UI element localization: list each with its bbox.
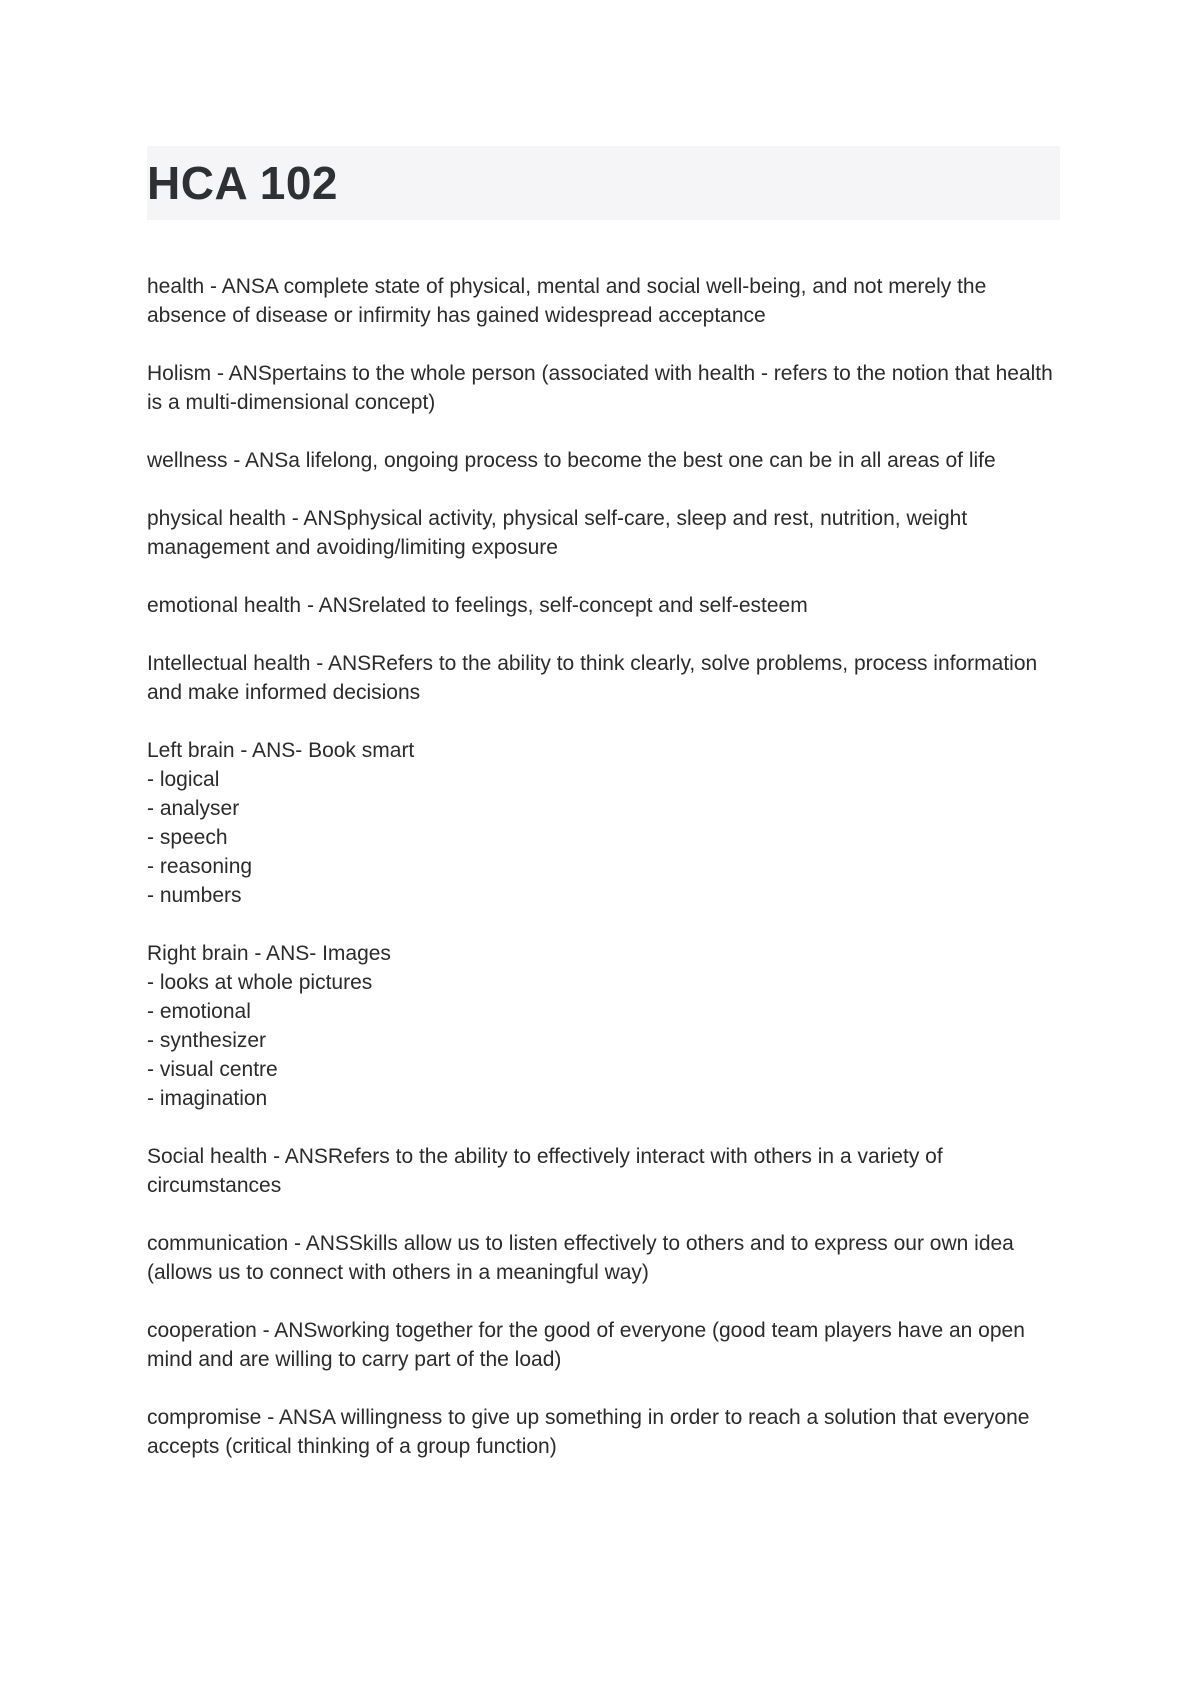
- entry-text: health - ANSA complete state of physical, mental and social well-being, and not merely the absence of disease or infirmity has gained widespread acceptance: [147, 275, 987, 327]
- entry-holism: [147, 359, 1060, 417]
- entry-text: Holism - ANSpertains to the whole person (associated with health - refers to the notion that health is a multi-dimensional concept): [147, 362, 1053, 414]
- entry-right-brain: [147, 939, 1060, 1113]
- list-item: - synthesizer: [147, 1029, 267, 1052]
- entry-text: Social health - ANSRefers to the ability to effectively interact with others in a variety of circumstances: [147, 1145, 943, 1197]
- entry-text: emotional health - ANSrelated to feelings, self-concept and self-esteem: [147, 594, 808, 617]
- entry-health: [147, 272, 1060, 330]
- list-item: - looks at whole pictures: [147, 971, 373, 994]
- entry-list: [147, 272, 1060, 1461]
- entry-physical-health: [147, 504, 1060, 562]
- list-item: - numbers: [147, 884, 242, 907]
- list-item: - imagination: [147, 1087, 268, 1110]
- entry-text: Left brain - ANS- Book smart: [147, 739, 415, 762]
- entry-text: physical health - ANSphysical activity, physical self-care, sleep and rest, nutrition, weight management and avoiding/limiting exposure: [147, 507, 968, 559]
- entry-text: cooperation - ANSworking together for the good of everyone (good team players have an open mind and are willing to carry part of the load): [147, 1319, 1025, 1371]
- list-item: - analyser: [147, 797, 240, 820]
- entry-text: Intellectual health - ANSRefers to the ability to think clearly, solve problems, process information and make informed decisions: [147, 652, 1038, 704]
- entry-text: Right brain - ANS- Images: [147, 942, 391, 965]
- entry-communication: [147, 1229, 1060, 1287]
- entry-text: compromise - ANSA willingness to give up something in order to reach a solution that everyone accepts (critical thinking of a group function): [147, 1406, 1030, 1458]
- list-item: - logical: [147, 768, 220, 791]
- document-page: [147, 146, 1060, 1490]
- entry-emotional-health: [147, 591, 1060, 620]
- entry-cooperation: [147, 1316, 1060, 1374]
- list-item: - reasoning: [147, 855, 253, 878]
- entry-left-brain: [147, 736, 1060, 910]
- list-item: - emotional: [147, 1000, 251, 1023]
- page-title: HCA 102: [147, 157, 338, 209]
- entry-social-health: [147, 1142, 1060, 1200]
- title-bar: [147, 146, 1060, 220]
- entry-text: wellness - ANSa lifelong, ongoing process to become the best one can be in all areas of life: [147, 449, 996, 472]
- entry-text: communication - ANSSkills allow us to listen effectively to others and to express our own idea (allows us to connect with others in a meaningful way): [147, 1232, 1014, 1284]
- entry-intellectual-health: [147, 649, 1060, 707]
- list-item: - speech: [147, 826, 228, 849]
- entry-wellness: [147, 446, 1060, 475]
- entry-compromise: [147, 1403, 1060, 1461]
- list-item: - visual centre: [147, 1058, 278, 1081]
